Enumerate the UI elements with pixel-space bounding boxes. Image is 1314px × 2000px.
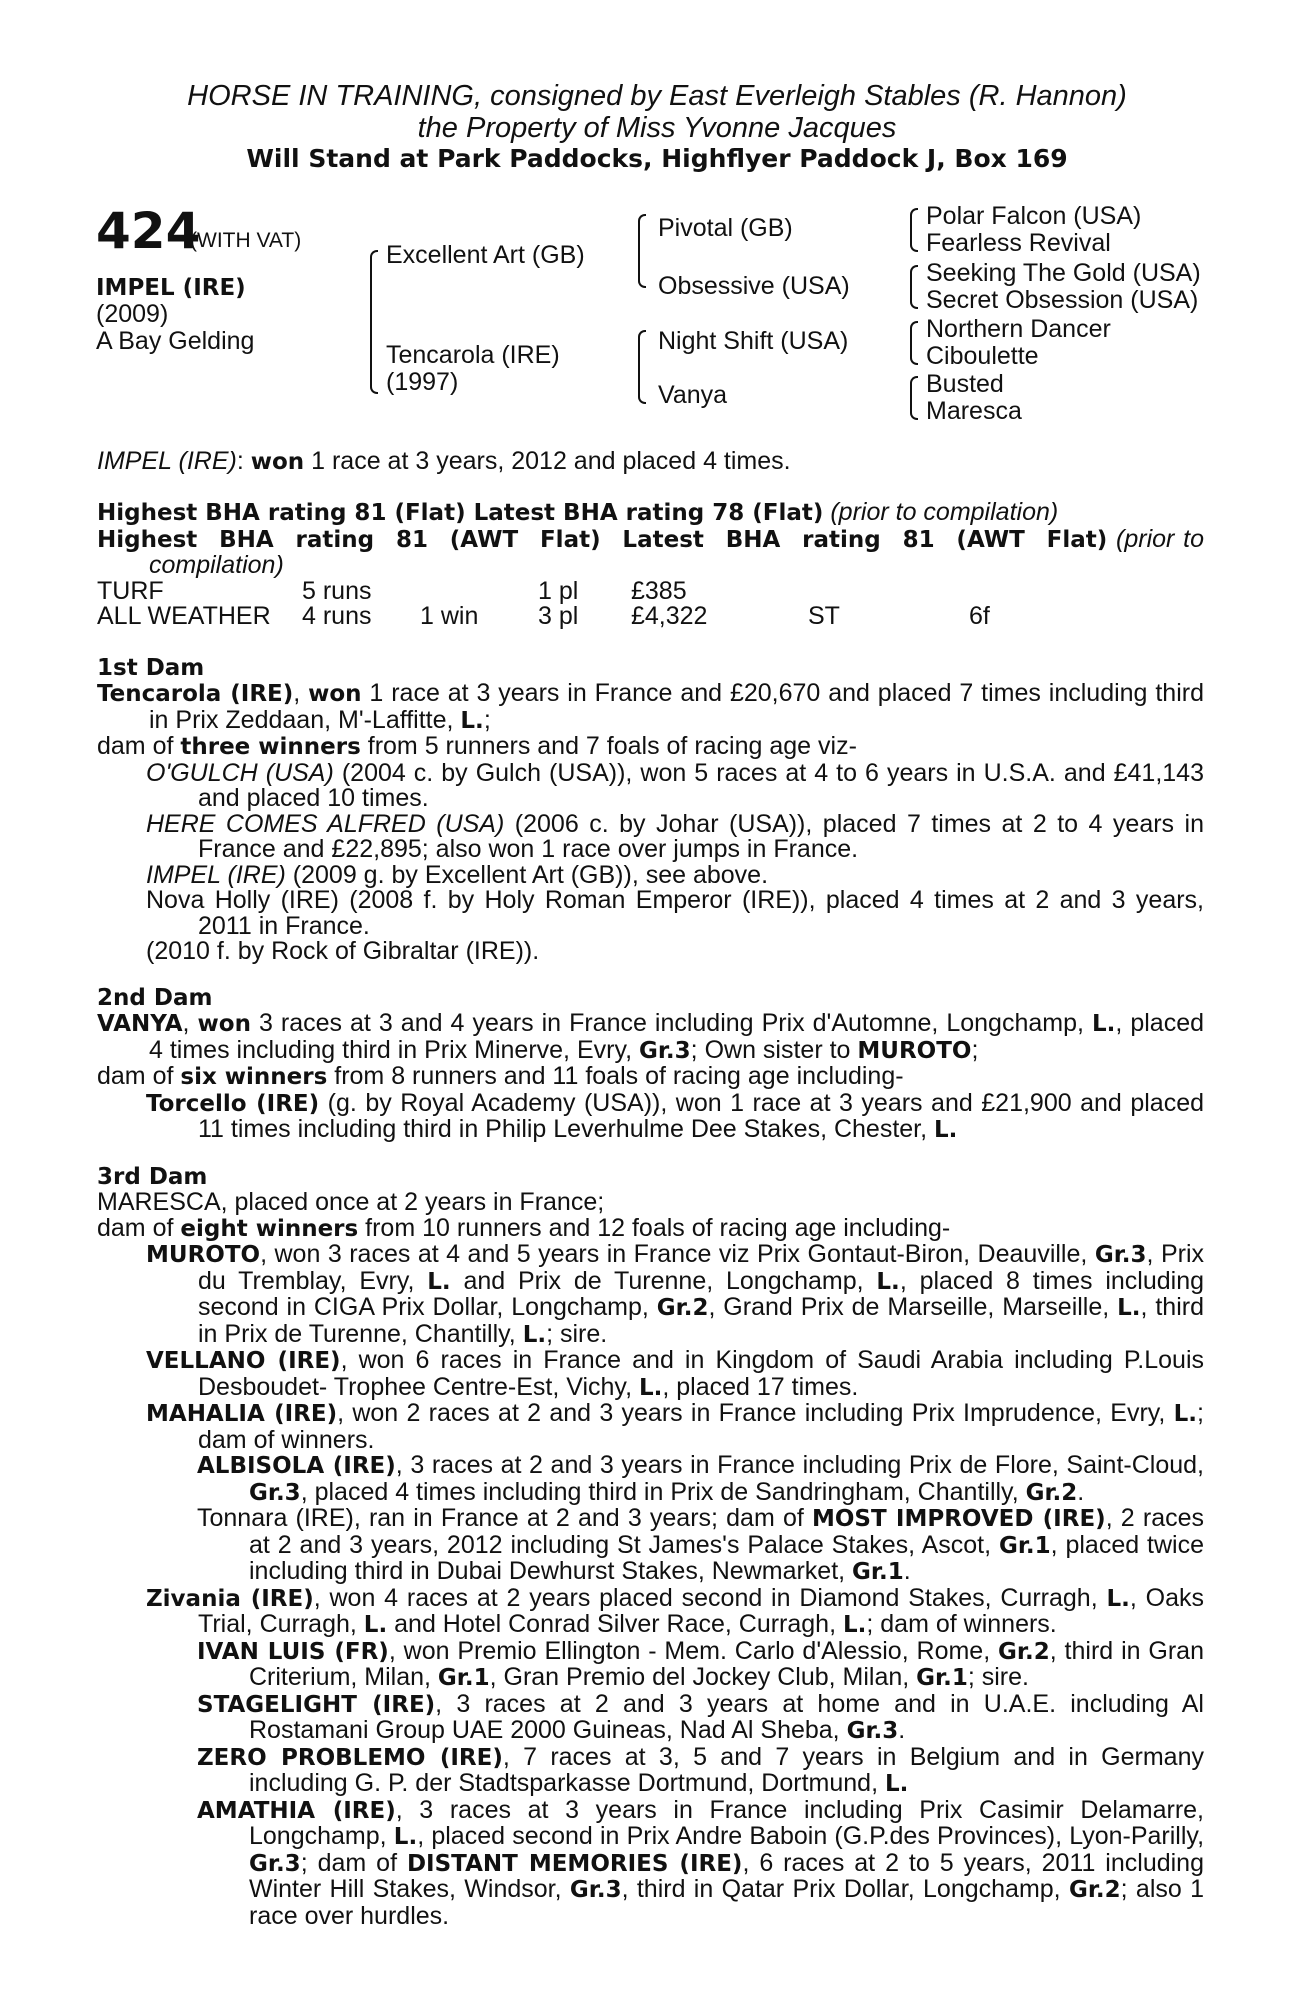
gen3-brace-1 xyxy=(910,208,918,252)
third-dam-produce-summary: dam of eight winners from 10 runners and 12 foals of racing age including- xyxy=(97,1213,951,1242)
second-dam-produce-summary: dam of six winners from 8 runners and 11 foals of racing age including- xyxy=(97,1062,904,1090)
produce-torcello: Torcello (IRE) (g. by Royal Academy (USA)), won 1 race at 3 years and £21,900 and placed 11 times including third in Philip Leverhulme Dee Stakes, Chester, L. xyxy=(146,1088,1205,1143)
race-summary: IMPEL (IRE): won 1 race at 3 years, 2012 and placed 4 times. xyxy=(97,447,791,475)
produce-albisola: ALBISOLA (IRE), 3 races at 2 and 3 years in France including Prix de Flore, Saint-Cloud, Gr.3, placed 4 times including third in Prix de Sandringham, Chantilly, Gr.2. xyxy=(197,1451,1204,1506)
produce-zero-problemo: ZERO PROBLEMO (IRE), 7 races at 3, 5 and 7 years in Belgium and in Germany including G. P. der Stadtsparkasse Dortmund, Dortmund, L. xyxy=(197,1742,1204,1797)
pedigree-dam-year: (1997) xyxy=(386,368,459,396)
ratings-block xyxy=(97,500,1204,630)
race-record-row-turf: TURF 5 runs 1 pl £385 xyxy=(97,576,687,605)
lot-number: 424 xyxy=(96,202,201,260)
produce-amathia: AMATHIA (IRE), 3 races at 3 years in France including Prix Casimir Delamarre, Longchamp, L., placed second in Prix Andre Baboin (G.P.des Provinces), Lyon-Parilly, Gr.3; dam of DISTANT MEMORIES (IRE), 6 races at 2 to 5 years, 2011 including Winter Hill Stakes, Windsor, Gr.3, third in Qatar Prix Dollar, Longchamp, Gr.2; also 1 race over hurdles. xyxy=(197,1795,1205,1930)
pedigree-dam-sire: Night Shift (USA) xyxy=(658,327,849,355)
produce-stagelight: STAGELIGHT (IRE), 3 races at 2 and 3 years at home and in U.A.E. including Al Rostamani Group UAE 2000 Guineas, Nad Al Sheba, Gr.3. xyxy=(197,1689,1204,1744)
first-dam-heading: 1st Dam xyxy=(97,655,205,681)
pedigree-sire-sire: Pivotal (GB) xyxy=(658,214,793,242)
pedigree-g5: Northern Dancer xyxy=(926,315,1111,343)
third-dam-section xyxy=(97,1164,1204,1929)
produce-zivania: Zivania (IRE), won 4 races at 2 years placed second in Diamond Stakes, Curragh, L., Oaks Trial, Curragh, L. and Hotel Conrad Silver Race, Curragh, L.; dam of winners. xyxy=(146,1583,1204,1638)
second-dam-record: VANYA, won 3 races at 3 and 4 years in France including Prix d'Automne, Longchamp, L., placed 4 times including third in Prix Minerve, Evry, Gr.3; Own sister to MUROTO; xyxy=(97,1009,1205,1064)
produce-impel: IMPEL (IRE) (2009 g. by Excellent Art (GB)), see above. xyxy=(146,860,769,889)
header-line-2: the Property of Miss Yvonne Jacques xyxy=(417,112,897,144)
rating-awt: Highest BHA rating 81 (AWT Flat) Latest BHA rating 81 (AWT Flat) (prior to compilation) xyxy=(97,524,1204,579)
horse-name: IMPEL (IRE) xyxy=(96,275,246,301)
pedigree-g3: Seeking The Gold (USA) xyxy=(926,259,1201,287)
race-record-table xyxy=(97,576,990,630)
header-line-1: HORSE IN TRAINING, consigned by East Everleigh Stables (R. Hannon) xyxy=(187,80,1127,112)
second-dam-heading: 2nd Dam xyxy=(97,985,213,1011)
pedigree-g7: Busted xyxy=(926,370,1004,398)
sire-parents-brace xyxy=(638,214,646,288)
rating-flat: Highest BHA rating 81 (Flat) Latest BHA rating 78 (Flat) (prior to compilation) xyxy=(97,498,1059,526)
third-dam-heading: 3rd Dam xyxy=(97,1164,208,1190)
pedigree-dam-dam: Vanya xyxy=(658,381,728,409)
produce-2010-filly: (2010 f. by Rock of Gibraltar (IRE)). xyxy=(146,937,540,965)
sire-dam-brace xyxy=(370,250,378,394)
pedigree-g4: Secret Obsession (USA) xyxy=(926,286,1199,314)
dam-parents-brace xyxy=(638,330,646,404)
produce-nova-holly: Nova Holly (IRE) (2008 f. by Holy Roman Emperor (IRE)), placed 4 times at 2 and 3 years, 2011 in France. xyxy=(146,886,1204,940)
third-dam-record: MARESCA, placed once at 2 years in France; xyxy=(97,1188,605,1216)
first-dam-produce-summary: dam of three winners from 5 runners and 7 foals of racing age viz- xyxy=(97,732,857,760)
pedigree-g2: Fearless Revival xyxy=(926,229,1111,257)
produce-tonnara: Tonnara (IRE), ran in France at 2 and 3 years; dam of MOST IMPROVED (IRE), 2 races at 2 and 3 years, 2012 including St James's Palace Stakes, Ascot, Gr.1, placed twice including third in Dubai Dewhurst Stakes, Newmarket, Gr.1. xyxy=(197,1504,1205,1585)
race-record-row-all-weather: ALL WEATHER 4 runs 1 win 3 pl £4,322 ST 6f xyxy=(97,602,990,630)
produce-ivan-luis: IVAN LUIS (FR), won Premio Ellington - Mem. Carlo d'Alessio, Rome, Gr.2, third in Gran Criterium, Milan, Gr.1, Gran Premio del Jockey Club, Milan, Gr.1; sire. xyxy=(197,1636,1204,1691)
gen3-brace-4 xyxy=(910,376,918,420)
gen3-brace-3 xyxy=(910,321,918,365)
horse-description: A Bay Gelding xyxy=(96,327,255,355)
second-dam-section xyxy=(97,985,1204,1144)
pedigree-sire-dam: Obsessive (USA) xyxy=(658,272,850,300)
first-dam-section xyxy=(97,655,1204,965)
lot-vat: (WITH VAT) xyxy=(190,229,302,252)
pedigree-sire: Excellent Art (GB) xyxy=(386,241,585,269)
pedigree-dam: Tencarola (IRE) xyxy=(386,341,560,369)
pedigree-g8: Maresca xyxy=(926,397,1022,425)
horse-year: (2009) xyxy=(96,300,169,328)
produce-ogulch: O'GULCH (USA) (2004 c. by Gulch (USA)), won 5 races at 4 to 6 years in U.S.A. and £41,143 and placed 10 times. xyxy=(146,758,1204,812)
header-line-3: Will Stand at Park Paddocks, Highflyer Paddock J, Box 169 xyxy=(246,144,1068,173)
produce-muroto: MUROTO, won 3 races at 4 and 5 years in France viz Prix Gontaut-Biron, Deauville, Gr.3, Prix du Tremblay, Evry, L. and Prix de Turenne, Longchamp, L., placed 8 times including second in CIGA Prix Dollar, Longchamp, Gr.2, Grand Prix de Marseille, Marseille, L., third in Prix de Turenne, Chantilly, L.; sire. xyxy=(146,1240,1205,1348)
gen3-brace-2 xyxy=(910,265,918,309)
pedigree-g6: Ciboulette xyxy=(926,342,1039,370)
produce-here-comes-alfred: HERE COMES ALFRED (USA) (2006 c. by Johar (USA)), placed 7 times at 2 to 4 years in France and £22,895; also won 1 race over jumps in France. xyxy=(146,809,1204,863)
first-dam-record: Tencarola (IRE), won 1 race at 3 years in France and £20,670 and placed 7 times including third in Prix Zeddaan, M'-Laffitte, L.; xyxy=(97,679,1204,734)
produce-mahalia: MAHALIA (IRE), won 2 races at 2 and 3 years in France including Prix Imprudence, Evry, L.; dam of winners. xyxy=(146,1399,1204,1454)
produce-vellano: VELLANO (IRE), won 6 races in France and in Kingdom of Saudi Arabia including P.Louis Desboudet- Trophee Centre-Est, Vichy, L., placed 17 times. xyxy=(146,1346,1205,1401)
pedigree-g1: Polar Falcon (USA) xyxy=(926,202,1142,230)
